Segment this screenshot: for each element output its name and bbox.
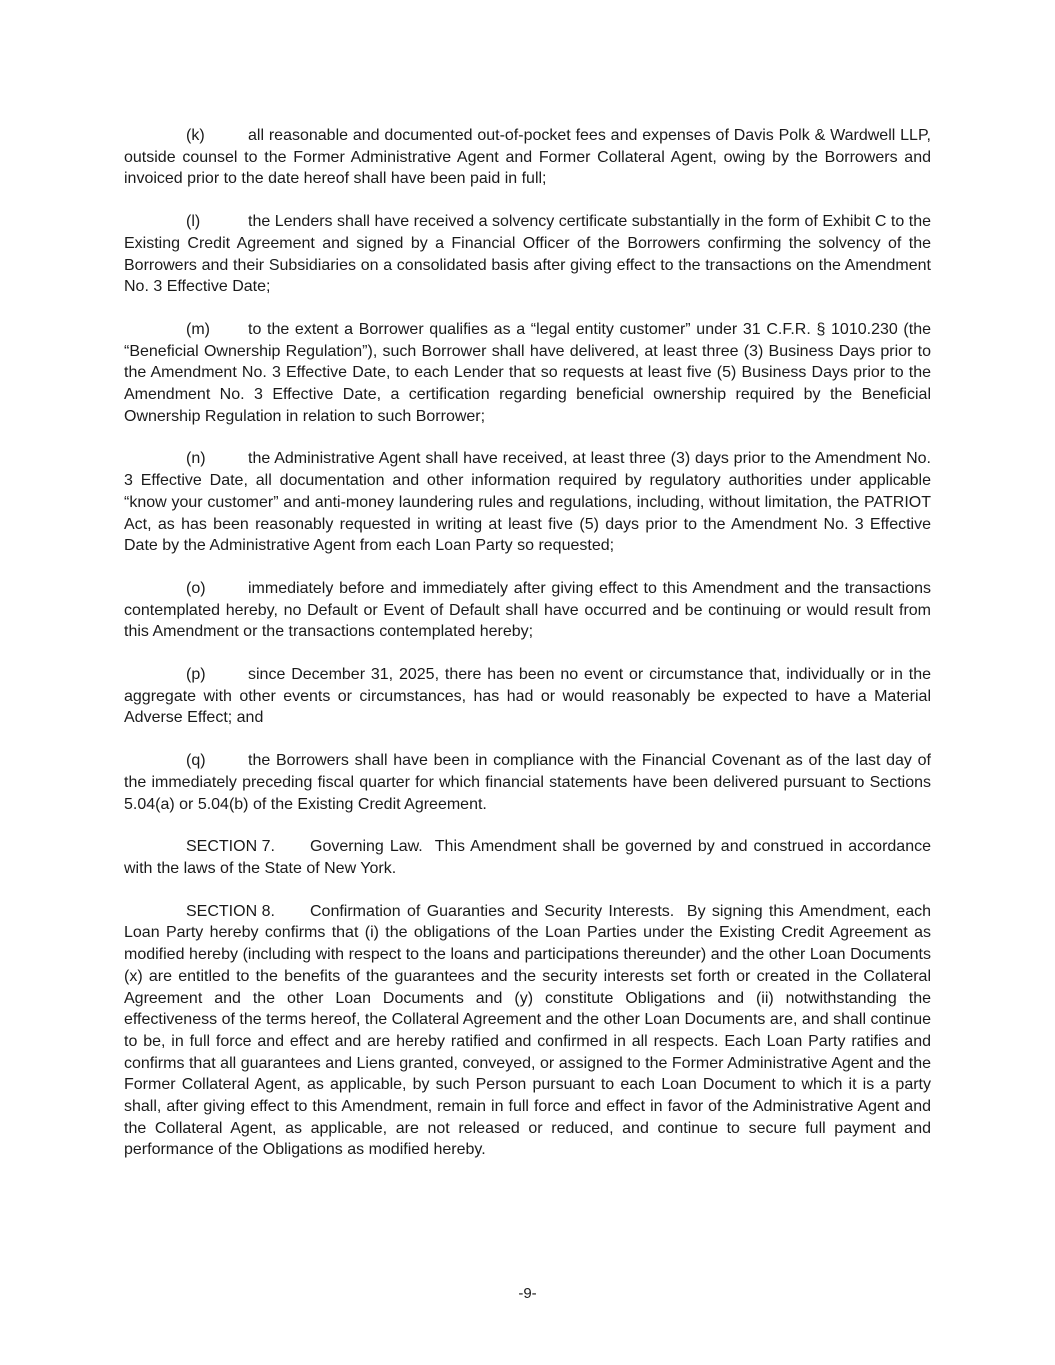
clause-l: [124, 211, 931, 298]
clause-k: [124, 125, 931, 190]
clause-m: [124, 319, 931, 428]
clause-q: [124, 750, 931, 815]
clause-text: immediately before and immediately after giving effect to this Amendment and the transactions contemplated hereby, no Default or Event of Default shall have occurred and be continuing or would result from this Amendment or the transactions contemplated hereby;: [124, 579, 931, 641]
clause-text: the Lenders shall have received a solvency certificate substantially in the form of Exhibit C to the Existing Credit Agreement and signed by a Financial Officer of the Borrowers confirming the solvency of the Borrowers and their Subsidiaries on a consolidated basis after giving effect to the transactions on the Amendment No. 3 Effective Date;: [124, 213, 931, 296]
section-title: Confirmation of Guaranties and Security Interests.: [310, 902, 675, 920]
clause-label: (m): [186, 320, 210, 338]
clause-text: all reasonable and documented out-of-pocket fees and expenses of Davis Polk & Wardwell LLP, outside counsel to the Former Administrative Agent and Former Collateral Agent, owing by the Borrowers and invoiced prior to the date hereof shall have been paid in full;: [124, 127, 931, 188]
clause-text: the Administrative Agent shall have received, at least three (3) days prior to the Amendment No. 3 Effective Date, all documentation and other information required by regulatory authorities under applicable “know your customer” and anti-money laundering rules and regulations, including, without limitation, the PATRIOT Act, as has been reasonably requested in writing at least five (5) days prior to the Amendment No. 3 Effective Date by the Administrative Agent from each Loan Party so requested;: [124, 450, 931, 555]
section-heading: [124, 838, 423, 855]
clause-text: since December 31, 2025, there has been no event or circumstance that, individually or in the aggregate with other events or circumstances, has had or would reasonably be expected to have a Material Adverse Effect; and: [124, 666, 931, 727]
section-title: Governing Law.: [310, 838, 423, 856]
clause-label: (p): [186, 666, 206, 684]
section-text: By signing this Amendment, each Loan Party hereby confirms that (i) the obligations of the Loan Parties under the Existing Credit Agreement as modified hereby (including with respect to the loans and participations thereunder) and the other Loan Documents (x) are entitled to the benefits of the guarantees and the security interests set forth or created in the Collateral Agreement and the other Loan Documents and (y) constitute Obligations and (ii) notwithstanding the effectiveness of the terms hereof, the Collateral Agreement and the other Loan Documents are, and shall continue to be, in full force and effect and are hereby ratified and confirmed in all respects. Each Loan Party ratifies and confirms that all guarantees and Liens granted, conveyed, or assigned to the Former Administrative Agent and the Former Collateral Agent, as applicable, by such Person pursuant to each Loan Document to which it is a party shall, after giving effect to this Amendment, remain in full force and effect in favor of the Administrative Agent and the Collateral Agent, as applicable, are not released or reduced, and continue to secure full payment and performance of the Obligations as modified hereby.: [124, 902, 932, 1159]
clause-label: (k): [186, 127, 205, 144]
clause-label: (n): [186, 450, 206, 468]
section-heading: [124, 903, 674, 920]
page-number: -9-: [518, 1285, 537, 1302]
clause-text: to the extent a Borrower qualifies as a “legal entity customer” under 31 C.F.R. § 1010.230 (the “Beneficial Ownership Regulation”), such Borrower shall have delivered, at least three (3) Business Days prior to the Amendment No. 3 Effective Date, to each Lender that so requests at least five (5) Business Days prior to the Amendment No. 3 Effective Date, a certification regarding beneficial ownership required by the Beneficial Ownership Regulation in relation to such Borrower;: [124, 320, 931, 425]
section-number: SECTION 7.: [186, 838, 275, 856]
clause-n: [124, 448, 931, 557]
clause-o: [124, 578, 931, 643]
clause-text: the Borrowers shall have been in compliance with the Financial Covenant as of the last day of the immediately preceding fiscal quarter for which financial statements have been delivered pursuant to Sections 5.04(a) or 5.04(b) of the Existing Credit Agreement.: [124, 752, 931, 813]
section-8: [124, 901, 931, 1161]
clause-label: (o): [186, 579, 206, 597]
section-number: SECTION 8.: [186, 902, 275, 920]
section-7: [124, 836, 931, 879]
document-page: [124, 125, 931, 1182]
clause-p: [124, 664, 931, 729]
clause-label: (l): [186, 213, 201, 231]
clause-label: (q): [186, 752, 206, 770]
section-text: This Amendment shall be governed by and construed in accordance with the laws of the State of New York.: [124, 838, 931, 877]
